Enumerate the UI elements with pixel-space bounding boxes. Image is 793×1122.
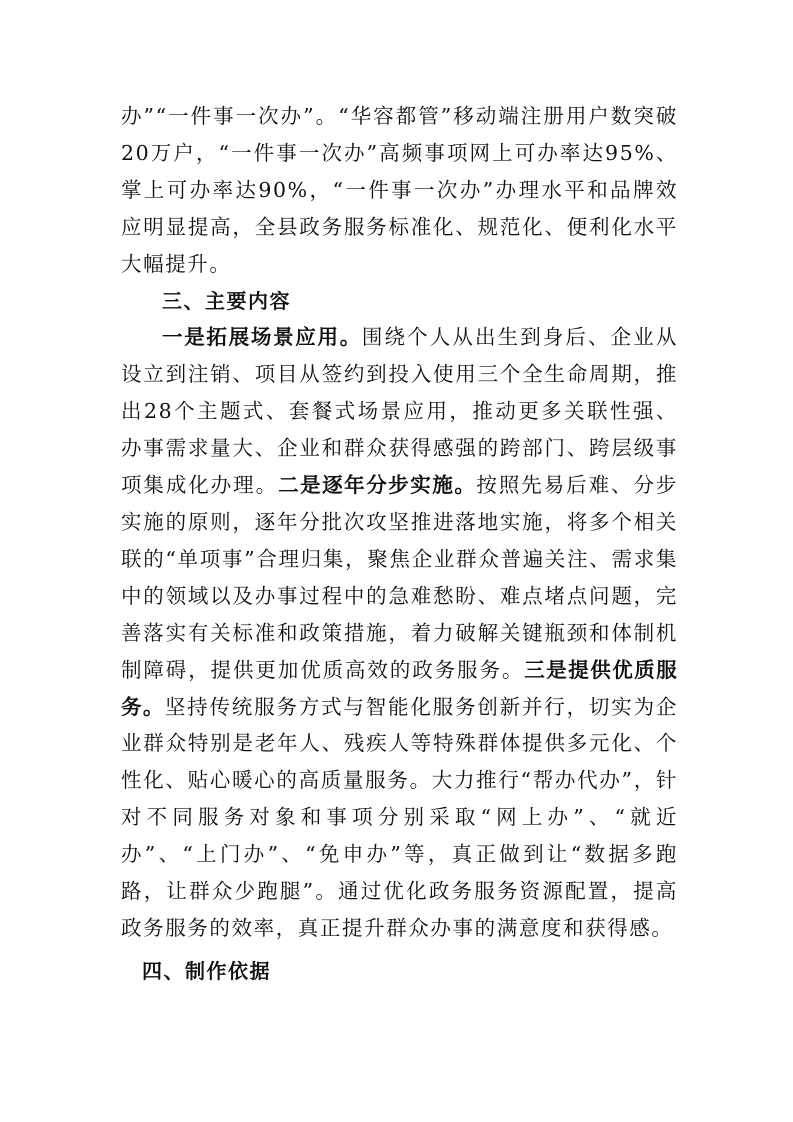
section-heading-main-content: 三、主要内容	[162, 288, 291, 313]
lead-expand-scenarios: 一是拓展场景应用。	[162, 325, 362, 350]
paragraph-targets: 办”“一件事一次办”。“华容都管”移动端注册用户数突破20万户，“一件事一次办”高频事项网上可办率达95%、掌上可办率达90%，“一件事一次办”办理水平和品牌效应明显提高，全县政务服务标准化、规范化、便利化水平大幅提升。	[121, 104, 678, 276]
section-heading-basis: 四、制作依据	[142, 958, 271, 983]
body-phased-implementation: 按照先易后难、分步实施的原则，逐年分批次攻坚推进落地实施，将多个相关联的“单项事”合理归集，聚焦企业群众普遍关注、需求集中的领域以及办事过程中的急难愁盼、难点堵点问题，完善落实有关标准和政策措施，着力破解关键瓶颈和体制机制障碍，提供更加优质高效的政务服务。	[121, 473, 678, 682]
document-body	[121, 98, 678, 990]
body-quality-service: 坚持传统服务方式与智能化服务创新并行，切实为企业群众特别是老年人、残疾人等特殊群体提供多元化、个性化、贴心暖心的高质量服务。大力推行“帮办代办”，针对不同服务对象和事项分别采取“网上办”、“就近办”、“上门办”、“免申办”等，真正做到让“数据多跑路，让群众少跑腿”。通过优化政务服务资源配置，提高政务服务的效率，真正提升群众办事的满意度和获得感。	[121, 694, 678, 940]
lead-phased-implementation: 二是逐年分步实施。	[278, 473, 477, 498]
lead-quality-service: 三是提供优质服务。	[121, 657, 678, 719]
body-expand-scenarios: 围绕个人从出生到身后、企业从设立到注销、项目从签约到投入使用三个全生命周期，推出28个主题式、套餐式场景应用，推动更多关联性强、办事需求量大、企业和群众获得感强的跨部门、跨层级事项集成化办理。	[121, 325, 678, 498]
paragraph-main-content	[121, 319, 678, 946]
